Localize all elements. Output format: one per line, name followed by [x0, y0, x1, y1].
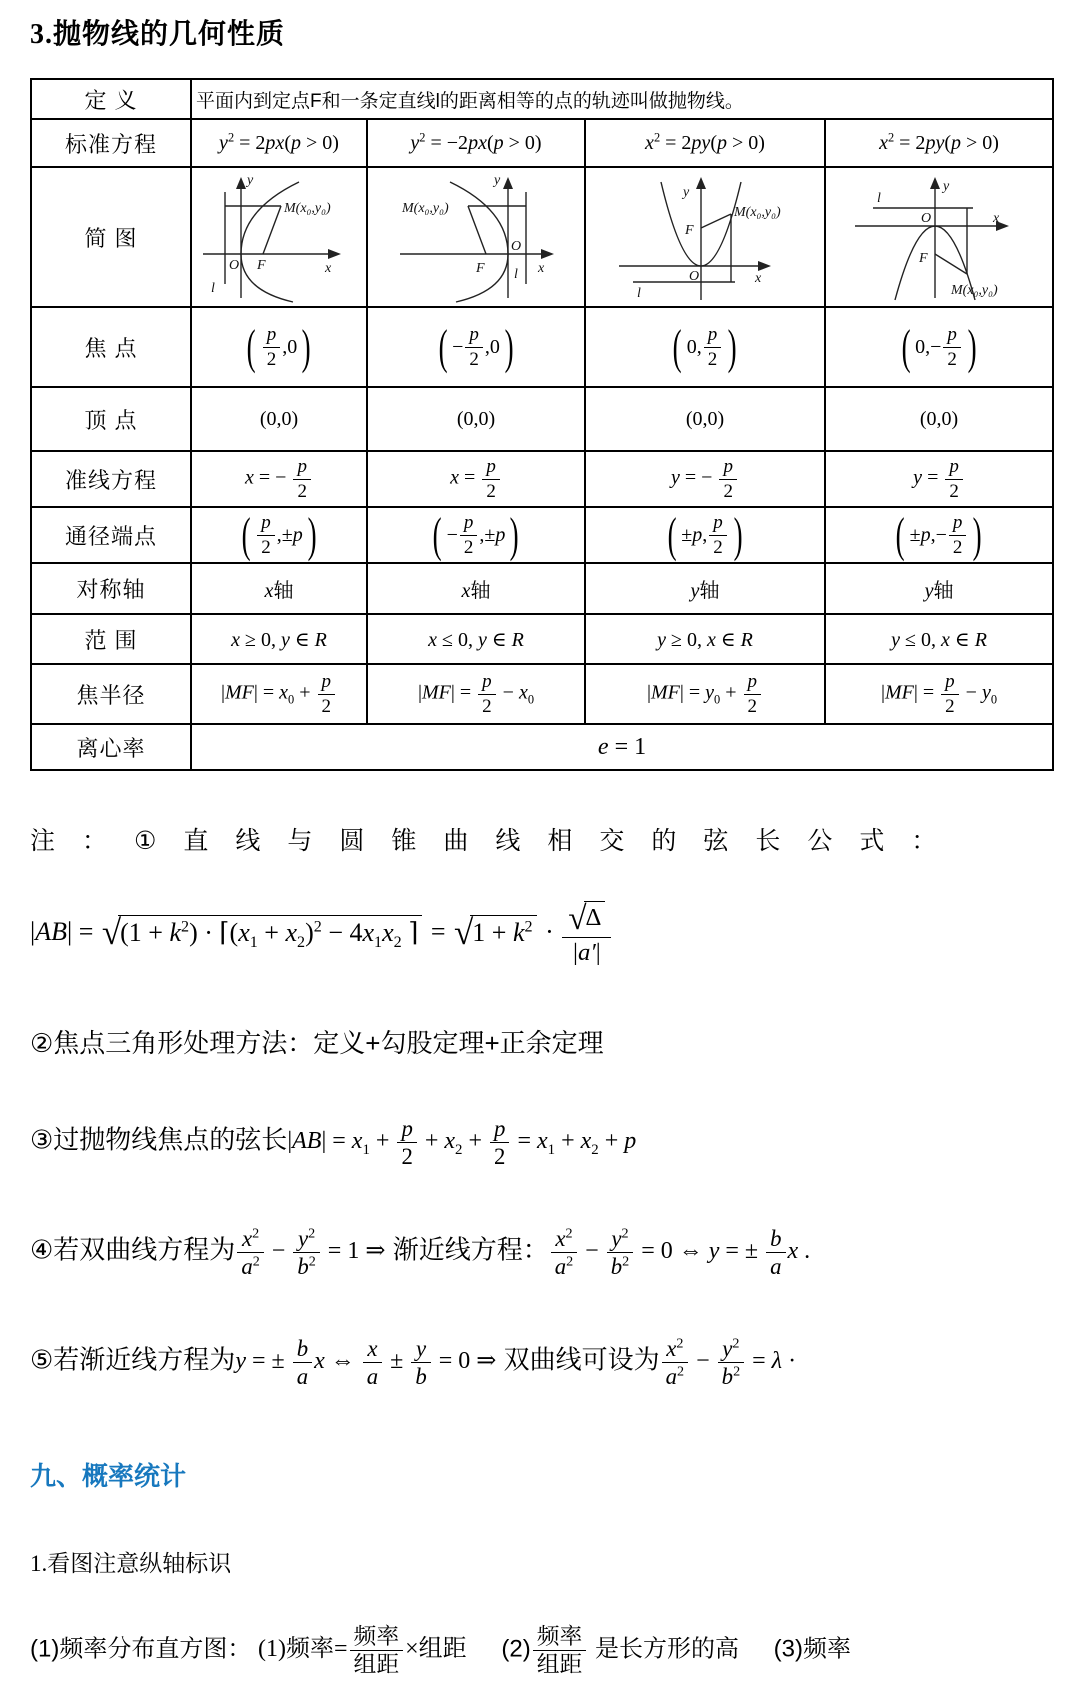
table-cell: ( 0, $\frac{p}{2}$ )	[585, 307, 825, 387]
table-cell: x ≤ 0, y ∈ R	[367, 614, 585, 664]
axis-label-x: x	[538, 261, 545, 276]
table-cell: y = − $\frac{p}{2}$	[585, 451, 825, 507]
table-cell: y = $\frac{p}{2}$	[825, 451, 1053, 507]
note-5-text: ⑤若渐近线方程为	[30, 1344, 236, 1375]
axis-label-x: x	[325, 261, 332, 276]
table-cell: x ≥ 0, y ∈ R	[191, 614, 367, 664]
table-cell: ( ± p ,− $\frac{p}{2}$ )	[825, 507, 1053, 563]
point-label-m: M(x₀,y₀)	[284, 201, 331, 216]
table-row	[31, 79, 1053, 119]
origin-label: O	[229, 258, 240, 273]
focus-label: F	[919, 251, 928, 266]
table-cell: $|MF| = x_0$ + $\frac{p}{2}$	[191, 664, 367, 724]
note-5-mid-text: 双曲线可设为	[503, 1344, 660, 1375]
eccentricity-cell: e = 1	[191, 724, 1053, 770]
table-cell: (0,0)	[367, 387, 585, 451]
table-cell: x = $\frac{p}{2}$	[367, 451, 585, 507]
point-label-m: M(x₀,y₀)	[402, 201, 449, 216]
histogram-note-2-text: 是长方形的高	[594, 1635, 739, 1663]
note-5-formula-2: $\frac{x^2}{a^2}$ − $\frac{y^2}{b^2}$ = λ ·	[660, 1348, 796, 1374]
table-row	[31, 119, 1053, 167]
point-label-m: M(x₀,y₀)	[951, 283, 998, 298]
histogram-formula-1: (1)频率= $\frac{\text{频率}}{\text{组距}}$ ×组距	[258, 1623, 467, 1678]
note-4-mid-text: 渐近线方程：	[392, 1234, 549, 1265]
parabola-left-sketch	[376, 170, 576, 304]
directrix-label: l	[211, 281, 215, 296]
table-cell: |MF| = $\frac{p}{2}$ − $x_0$	[367, 664, 585, 724]
table-cell: x = − $\frac{p}{2}$	[191, 451, 367, 507]
row-label: 定 义	[31, 79, 191, 119]
table-cell: y轴	[825, 563, 1053, 614]
histogram-note-3-text: (3)频率	[773, 1635, 851, 1663]
note-2: ②焦点三角形处理方法：定义+勾股定理+正余定理	[30, 1027, 604, 1058]
note-5	[30, 1336, 1056, 1390]
note-3-formula: $|AB| = x_1$ + $\frac{p}{2}$ + $x_2$ + $\frac{p}{2}$ = $x_1 + x_2 + p$	[287, 1115, 637, 1170]
row-label: 焦半径	[31, 664, 191, 724]
note-3	[30, 1116, 1056, 1170]
histogram-formula-2: $\frac{\text{频率}}{\text{组距}}$	[531, 1636, 589, 1662]
note-3-text: ③过抛物线焦点的弦长	[30, 1124, 288, 1155]
table-cell: x轴	[367, 563, 585, 614]
table-row	[31, 664, 1053, 724]
origin-label: O	[511, 239, 522, 254]
focus-label: F	[685, 223, 694, 238]
axis-label-y: y	[494, 173, 501, 188]
table-row	[31, 724, 1053, 770]
focus-label: F	[476, 261, 485, 276]
page-title: 3.抛物线的几何性质	[30, 19, 286, 50]
table-cell: $|MF| = y_0$ + $\frac{p}{2}$	[585, 664, 825, 724]
histogram-note-2-number: (2)	[501, 1635, 531, 1663]
axis-label-x: x	[993, 211, 1000, 226]
row-label: 离心率	[31, 724, 191, 770]
table-row	[31, 387, 1053, 451]
table-cell: ( ± p , $\frac{p}{2}$ )	[585, 507, 825, 563]
axis-label-y: y	[943, 179, 950, 194]
axis-label-y: y	[683, 185, 690, 200]
directrix-label: l	[637, 286, 641, 301]
note-4-formula-2: $\frac{x^2}{a^2}$ − $\frac{y^2}{b^2}$ = 0 ⇔ y = ± $\frac{b}{a}$ x .	[549, 1238, 810, 1264]
table-row	[31, 614, 1053, 664]
section-heading-probability: 九、概率统计	[30, 1460, 187, 1491]
note-heading: 注：①直线与圆锥曲线相交的弦长公式：	[30, 827, 964, 855]
row-label: 范 围	[31, 614, 191, 664]
table-cell: (0,0)	[585, 387, 825, 451]
definition-cell: 平面内到定点F和一条定直线l的距离相等的点的轨迹叫做抛物线。	[191, 79, 1053, 119]
row-label: 通径端点	[31, 507, 191, 563]
point-label-m: M(x₀,y₀)	[734, 205, 781, 220]
table-cell: $y^2 = 2px(p > 0)$	[191, 119, 367, 167]
table-cell: y轴	[585, 563, 825, 614]
table-row	[31, 167, 1053, 307]
table-cell: y ≤ 0, x ∈ R	[825, 614, 1053, 664]
directrix-label: l	[877, 191, 881, 206]
row-label: 简 图	[31, 167, 191, 307]
table-cell: ( 0,− $\frac{p}{2}$ )	[825, 307, 1053, 387]
table-cell: |MF| = $\frac{p}{2}$ − $y_0$	[825, 664, 1053, 724]
row-label: 标准方程	[31, 119, 191, 167]
chord-length-formula: |AB| = √ $(1 + k^2)$ · $⌈(x_1 + x_2)^2 - 4x_1x_2$ ⌉ = √ $1 + k^2$ · √ Δ |a′|	[30, 901, 1056, 967]
table-cell: ( $\frac{p}{2}$ ,0 )	[191, 307, 367, 387]
sketch-cell	[825, 167, 1053, 307]
focus-label: F	[257, 258, 266, 273]
parabola-properties-table	[30, 78, 1054, 771]
table-cell: x轴	[191, 563, 367, 614]
row-label: 顶 点	[31, 387, 191, 451]
sketch-cell	[585, 167, 825, 307]
table-cell: ( − $\frac{p}{2}$ ,± p )	[367, 507, 585, 563]
table-row	[31, 451, 1053, 507]
histogram-note	[30, 1624, 1056, 1678]
row-label: 对称轴	[31, 563, 191, 614]
parabola-down-sketch	[839, 170, 1039, 304]
table-row	[31, 307, 1053, 387]
table-cell: $x^2 = 2py(p > 0)$	[585, 119, 825, 167]
origin-label: O	[689, 269, 700, 284]
table-cell: ( $\frac{p}{2}$ ,± p )	[191, 507, 367, 563]
histogram-note-prefix: (1)频率分布直方图：	[30, 1635, 252, 1663]
table-cell: $y^2 = -2px(p > 0)$	[367, 119, 585, 167]
table-cell: (0,0)	[825, 387, 1053, 451]
sketch-cell	[367, 167, 585, 307]
table-row	[31, 563, 1053, 614]
note-4-formula-1: $\frac{x^2}{a^2}$ − $\frac{y^2}{b^2}$ = 1 ⇒	[235, 1238, 385, 1264]
note-4-text: ④若双曲线方程为	[30, 1234, 236, 1265]
table-cell: (0,0)	[191, 387, 367, 451]
axis-label-x: x	[755, 271, 762, 286]
row-label: 焦 点	[31, 307, 191, 387]
section-item-1: 1.看图注意纵轴标识	[30, 1550, 232, 1576]
table-cell: $x^2 = 2py(p > 0)$	[825, 119, 1053, 167]
table-cell: y ≥ 0, x ∈ R	[585, 614, 825, 664]
origin-label: O	[921, 211, 932, 226]
parabola-up-sketch	[605, 170, 805, 304]
sketch-cell	[191, 167, 367, 307]
note-5-formula-1: y = ± $\frac{b}{a}$ x ⇔ $\frac{x}{a}$ ± $\frac{y}{b}$ = 0 ⇒	[235, 1335, 497, 1390]
table-cell: ( − $\frac{p}{2}$ ,0 )	[367, 307, 585, 387]
parabola-right-sketch	[195, 170, 363, 304]
axis-label-y: y	[247, 173, 254, 188]
note-4	[30, 1226, 1056, 1280]
directrix-label: l	[514, 267, 518, 282]
table-row	[31, 507, 1053, 563]
row-label: 准线方程	[31, 451, 191, 507]
